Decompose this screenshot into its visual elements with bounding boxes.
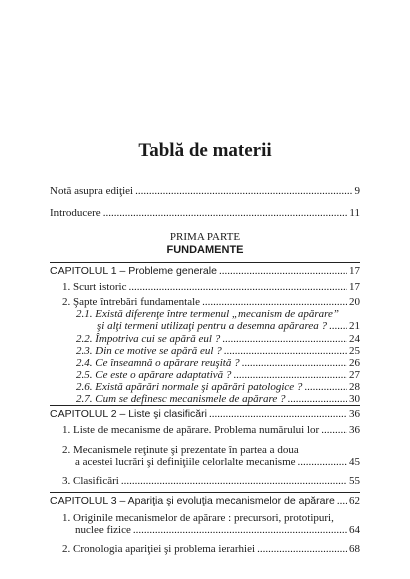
toc-label: 2.5. Ce este o apărare adaptativă ? <box>76 369 232 381</box>
toc-entry-nota[interactable] <box>50 185 360 198</box>
toc-page: 36 <box>349 408 360 420</box>
leader-dots <box>257 543 347 556</box>
leader-dots <box>135 185 352 198</box>
toc-page: 45 <box>349 456 360 468</box>
chapter-rule <box>50 492 360 493</box>
toc-page: 26 <box>349 357 360 369</box>
toc-label: CAPITOLUL 1 – Probleme generale <box>50 265 217 277</box>
toc-page: 20 <box>349 296 360 308</box>
toc-page: 55 <box>349 475 360 487</box>
leader-dots <box>128 281 347 294</box>
toc-chapter-1[interactable] <box>50 265 360 278</box>
toc-section-line1[interactable]: 2. Mecanismele reţinute şi prezentate în partea a doua <box>62 444 299 456</box>
toc-label: CAPITOLUL 2 – Liste şi clasificări <box>50 408 207 420</box>
toc-page: 17 <box>349 265 360 277</box>
toc-section-line1[interactable]: 1. Originile mecanismelor de apărare : precursori, prototipuri, <box>62 512 334 524</box>
toc-label: 1. Liste de mecanisme de apărare. Problema numărului lor <box>62 424 320 436</box>
toc-section[interactable] <box>75 524 360 537</box>
chapter-rule <box>50 262 360 263</box>
toc-page: 11 <box>349 207 360 219</box>
toc-page: 27 <box>349 369 360 381</box>
leader-dots <box>337 495 347 508</box>
toc-section[interactable] <box>62 281 360 294</box>
leader-dots <box>298 456 347 469</box>
toc-label: 2. Cronologia apariţiei şi problema ierarhiei <box>62 543 256 555</box>
toc-entry-introducere[interactable] <box>50 207 360 220</box>
toc-label: şi alţi termeni utilizaţi pentru a desemna apărarea ? <box>97 320 327 332</box>
leader-dots <box>103 207 348 220</box>
toc-page: 64 <box>349 524 360 536</box>
toc-label: a acestei lucrări şi definiţiile celorlalte mecanisme <box>75 456 296 468</box>
toc-label: 2.4. Ce înseamnă o apărare reuşită ? <box>76 357 240 369</box>
toc-page: 62 <box>349 495 360 507</box>
toc-label: 2.3. Din ce motive se apără eul ? <box>76 345 222 357</box>
toc-label: 2.7. Cum se definesc mecanismele de apărare ? <box>76 393 286 405</box>
toc-label: 2.6. Există apărări normale şi apărări patologice ? <box>76 381 303 393</box>
toc-section[interactable] <box>62 424 360 437</box>
toc-page: 68 <box>349 543 360 555</box>
toc-label: 1. Scurt istoric <box>62 281 127 293</box>
leader-dots <box>133 524 347 537</box>
toc-label: Introducere <box>50 207 101 219</box>
toc-page: 21 <box>349 320 360 332</box>
toc-label: 2. Şapte întrebări fundamentale <box>62 296 201 308</box>
leader-dots <box>121 475 347 488</box>
toc-section[interactable] <box>62 543 360 556</box>
leader-dots <box>209 408 347 421</box>
leader-dots <box>329 320 347 333</box>
toc-page: 30 <box>349 393 360 405</box>
toc-chapter-2[interactable] <box>50 408 360 421</box>
page-title: Tablă de materii <box>138 140 272 161</box>
part-name: FUNDAMENTE <box>166 244 244 256</box>
toc-label: CAPITOLUL 3 – Apariţia şi evoluţia mecanismelor de apărare <box>50 495 335 507</box>
toc-page: 24 <box>349 333 360 345</box>
leader-dots <box>321 424 347 437</box>
toc-page: 28 <box>349 381 360 393</box>
toc-page: 9 <box>354 185 360 197</box>
toc-page: 25 <box>349 345 360 357</box>
toc-label: Notă asupra ediţiei <box>50 185 134 197</box>
toc-page: 36 <box>349 424 360 436</box>
leader-dots <box>219 265 347 278</box>
toc-label: nuclee fizice <box>75 524 131 536</box>
toc-subsection-line1[interactable]: 2.1. Există diferenţe între termenul „mecanism de apărare” <box>76 308 340 320</box>
toc-section[interactable] <box>62 475 360 488</box>
toc-label: 3. Clasificări <box>62 475 119 487</box>
chapter-rule <box>50 405 360 406</box>
toc-section[interactable] <box>75 456 360 469</box>
toc-label: 2.2. Împotriva cui se apără eul ? <box>76 333 221 345</box>
toc-subsection[interactable] <box>97 320 360 333</box>
part-number: PRIMA PARTE <box>169 231 241 243</box>
toc-page: 17 <box>349 281 360 293</box>
toc-chapter-3[interactable] <box>50 495 360 508</box>
